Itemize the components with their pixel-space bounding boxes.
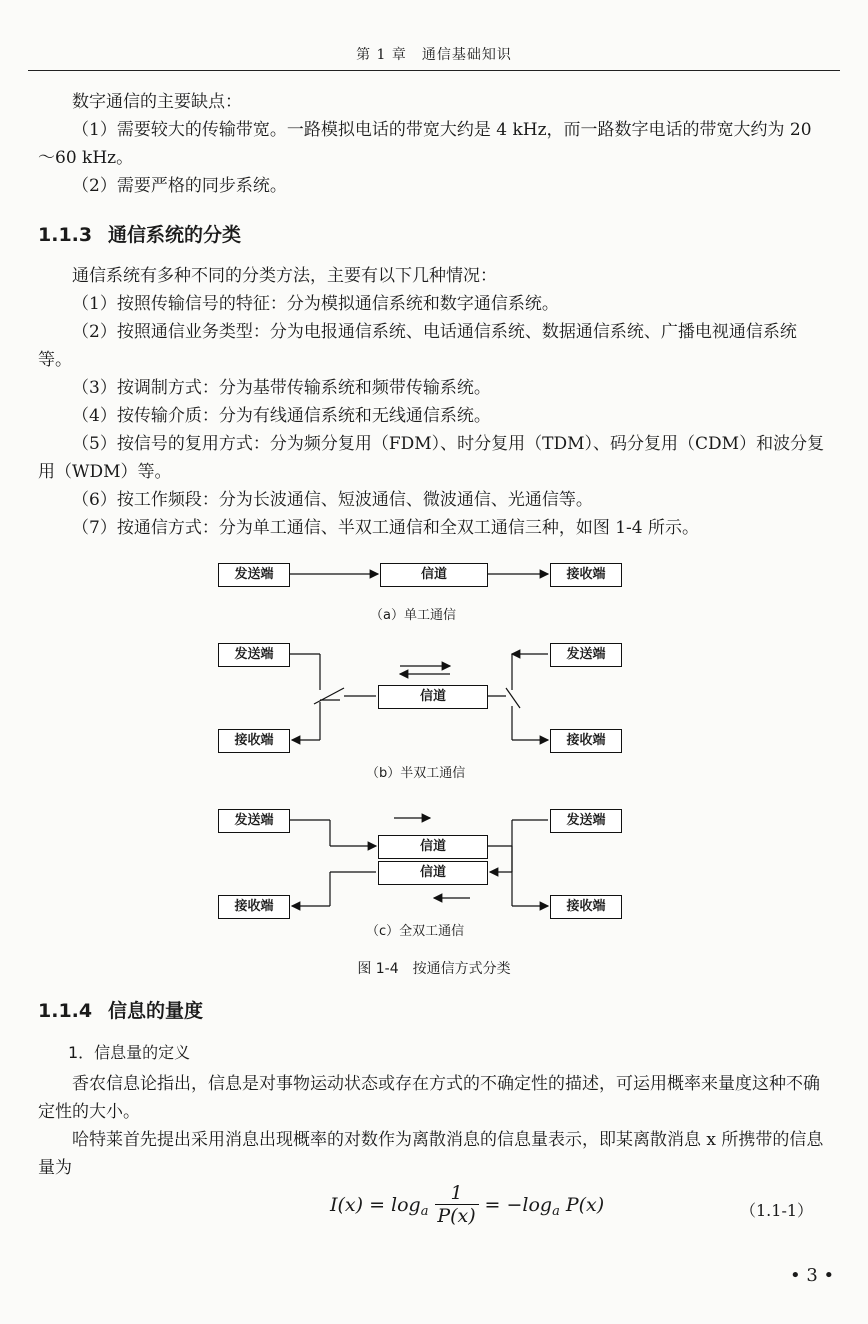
list-item: （7）按通信方式：分为单工通信、半双工通信和全双工通信三种，如图 1-4 所示。 xyxy=(72,518,699,538)
eq-rhs-term: P(x) xyxy=(565,1193,605,1216)
eq-lhs: I(x) = log xyxy=(330,1193,421,1216)
section-number: 1.1.3 xyxy=(38,224,93,246)
eq-denominator: P(x) xyxy=(437,1205,476,1227)
subfigure-caption: （c）全双工通信 xyxy=(366,924,465,939)
list-item: （5）按信号的复用方式：分为频分复用（FDM）、时分复用（TDM）、码分复用（CDM）和波分复用（WDM）等。 xyxy=(38,434,825,482)
send-end-box: 发送端 xyxy=(218,563,290,587)
receive-end-box: 接收端 xyxy=(550,895,622,919)
subsection-heading: 1．信息量的定义 xyxy=(68,1043,191,1062)
list-item: （2）按照通信业务类型：分为电报通信系统、电话通信系统、数据通信系统、广播电视通信系统等。 xyxy=(38,322,797,370)
channel-box: 信道 xyxy=(378,861,488,885)
eq-numerator: 1 xyxy=(450,1182,463,1204)
eq-fraction xyxy=(435,1182,479,1227)
paragraph: 数字通信的主要缺点： xyxy=(72,92,242,112)
list-item: （6）按工作频段：分为长波通信、短波通信、微波通信、光通信等。 xyxy=(72,490,593,510)
section-number: 1.1.4 xyxy=(38,1000,93,1022)
subfigure-caption: （a）单工通信 xyxy=(370,608,456,623)
section-title: 通信系统的分类 xyxy=(108,224,242,246)
figure-caption: 图 1-4 按通信方式分类 xyxy=(357,961,511,977)
list-item: （4）按传输介质：分为有线通信系统和无线通信系统。 xyxy=(72,406,491,426)
paragraph: 哈特莱首先提出采用消息出现概率的对数作为离散消息的信息量表示，即某离散消息 x 所携带的信息量为 xyxy=(38,1130,824,1178)
channel-box: 信道 xyxy=(378,835,488,859)
paragraph: 通信系统有多种不同的分类方法，主要有以下几种情况： xyxy=(72,266,497,286)
eq-rhs: = −log xyxy=(484,1193,553,1216)
list-item: （3）按调制方式：分为基带传输系统和频带传输系统。 xyxy=(72,378,491,398)
paragraph: （2）需要严格的同步系统。 xyxy=(72,176,287,196)
section-heading xyxy=(38,996,203,1023)
send-end-box: 发送端 xyxy=(218,809,290,833)
eq-base: a xyxy=(420,1204,429,1219)
receive-end-box: 接收端 xyxy=(218,895,290,919)
page-number: • 3 • xyxy=(790,1265,835,1286)
send-end-box: 发送端 xyxy=(218,643,290,667)
receive-end-box: 接收端 xyxy=(218,729,290,753)
eq-base: a xyxy=(552,1204,560,1219)
receive-end-box: 接收端 xyxy=(550,729,622,753)
channel-box: 信道 xyxy=(380,563,488,587)
running-header: 第 1 章 通信基础知识 xyxy=(356,47,512,63)
send-end-box: 发送端 xyxy=(550,809,622,833)
receive-end-box: 接收端 xyxy=(550,563,622,587)
channel-box: 信道 xyxy=(378,685,488,709)
equation xyxy=(330,1182,604,1227)
subfigure-caption: （b）半双工通信 xyxy=(366,766,466,781)
send-end-box: 发送端 xyxy=(550,643,622,667)
paragraph: （1）需要较大的传输带宽。一路模拟电话的带宽大约是 4 kHz，而一路数字电话的带宽大约为 20～60 kHz。 xyxy=(38,120,812,168)
paragraph: 香农信息论指出，信息是对事物运动状态或存在方式的不确定性的描述，可运用概率来量度这种不确定性的大小。 xyxy=(38,1074,820,1122)
equation-number: （1.1-1） xyxy=(740,1201,814,1220)
section-title: 信息的量度 xyxy=(108,1000,204,1022)
list-item: （1）按照传输信号的特征：分为模拟通信系统和数字通信系统。 xyxy=(72,294,559,314)
